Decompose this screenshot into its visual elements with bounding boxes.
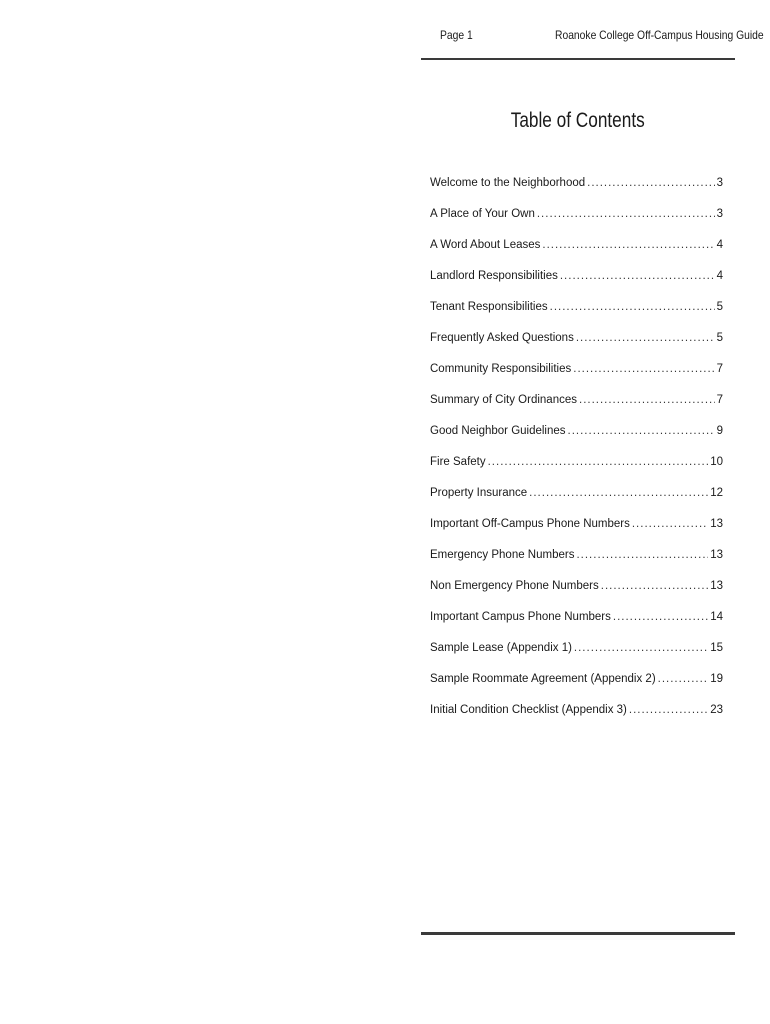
toc-entry-label: Community Responsibilities xyxy=(430,363,572,375)
toc-entry-page: 13 xyxy=(710,518,723,530)
toc-dot-leader xyxy=(529,486,708,500)
toc-entry[interactable] xyxy=(430,455,723,486)
toc-dot-leader xyxy=(537,207,715,221)
toc-list xyxy=(430,176,723,734)
toc-dot-leader xyxy=(576,331,715,345)
toc-entry[interactable] xyxy=(430,424,723,455)
toc-entry-page: 7 xyxy=(716,363,723,375)
toc-entry-page: 23 xyxy=(710,704,723,716)
toc-entry-label: Sample Lease (Appendix 1) xyxy=(430,642,572,654)
toc-entry-label: Landlord Responsibilities xyxy=(430,270,558,282)
toc-dot-leader xyxy=(576,548,708,562)
toc-entry-page: 14 xyxy=(710,611,723,623)
toc-entry-label: Summary of City Ordinances xyxy=(430,394,577,406)
toc-entry-page: 15 xyxy=(710,642,723,654)
toc-entry-label: Good Neighbor Guidelines xyxy=(430,425,566,437)
toc-dot-leader xyxy=(568,424,715,438)
toc-entry[interactable] xyxy=(430,486,723,517)
toc-entry-page: 3 xyxy=(716,208,723,220)
toc-entry[interactable] xyxy=(430,176,723,207)
toc-dot-leader xyxy=(613,610,708,624)
toc-dot-leader xyxy=(587,176,714,190)
toc-entry-page: 3 xyxy=(716,177,723,189)
toc-entry-label: Fire Safety xyxy=(430,456,486,468)
toc-entry-label: Initial Condition Checklist (Appendix 3) xyxy=(430,704,627,716)
toc-entry-page: 10 xyxy=(710,456,723,468)
toc-entry[interactable] xyxy=(430,362,723,393)
header-rule xyxy=(421,58,735,60)
toc-entry[interactable] xyxy=(430,238,723,269)
footer-rule xyxy=(421,932,735,935)
toc-entry[interactable] xyxy=(430,207,723,238)
toc-entry-page: 19 xyxy=(710,673,723,685)
toc-heading xyxy=(421,108,735,134)
toc-dot-leader xyxy=(573,362,714,376)
toc-entry-page: 13 xyxy=(710,580,723,592)
toc-entry[interactable] xyxy=(430,331,723,362)
toc-entry[interactable] xyxy=(430,579,723,610)
toc-entry-page: 13 xyxy=(710,549,723,561)
toc-entry-page: 7 xyxy=(716,394,723,406)
toc-entry-label: Tenant Responsibilities xyxy=(430,301,548,313)
toc-entry-page: 5 xyxy=(716,332,723,344)
toc-dot-leader xyxy=(632,517,708,531)
toc-dot-leader xyxy=(550,300,715,314)
toc-entry-label: Welcome to the Neighborhood xyxy=(430,177,586,189)
toc-dot-leader xyxy=(574,641,708,655)
toc-entry-page: 4 xyxy=(716,239,723,251)
toc-dot-leader xyxy=(579,393,715,407)
toc-dot-leader xyxy=(542,238,714,252)
toc-entry-page: 5 xyxy=(716,301,723,313)
toc-entry-label: A Word About Leases xyxy=(430,239,541,251)
toc-heading-text: Table of Contents xyxy=(510,109,646,132)
toc-entry-page: 9 xyxy=(716,425,723,437)
running-header-title: Roanoke College Off-Campus Housing Guide xyxy=(555,28,764,42)
toc-entry-label: Frequently Asked Questions xyxy=(430,332,574,344)
toc-entry[interactable] xyxy=(430,269,723,300)
toc-entry-page: 12 xyxy=(710,487,723,499)
toc-entry-label: Property Insurance xyxy=(430,487,528,499)
toc-entry[interactable] xyxy=(430,641,723,672)
toc-entry[interactable] xyxy=(430,703,723,734)
toc-entry[interactable] xyxy=(430,300,723,331)
toc-entry-label: Sample Roommate Agreement (Appendix 2) xyxy=(430,673,656,685)
toc-entry[interactable] xyxy=(430,610,723,641)
toc-dot-leader xyxy=(488,455,709,469)
toc-entry[interactable] xyxy=(430,393,723,424)
toc-entry-label: Important Campus Phone Numbers xyxy=(430,611,611,623)
toc-entry[interactable] xyxy=(430,517,723,548)
toc-entry-label: Important Off-Campus Phone Numbers xyxy=(430,518,630,530)
toc-entry-label: A Place of Your Own xyxy=(430,208,535,220)
toc-entry-label: Non Emergency Phone Numbers xyxy=(430,580,599,592)
toc-entry-label: Emergency Phone Numbers xyxy=(430,549,575,561)
toc-entry-page: 4 xyxy=(716,270,723,282)
toc-entry[interactable] xyxy=(430,548,723,579)
toc-dot-leader xyxy=(658,672,709,686)
toc-entry[interactable] xyxy=(430,672,723,703)
toc-dot-leader xyxy=(560,269,715,283)
toc-dot-leader xyxy=(629,703,708,717)
toc-dot-leader xyxy=(601,579,708,593)
page-number: Page 1 xyxy=(440,28,473,42)
